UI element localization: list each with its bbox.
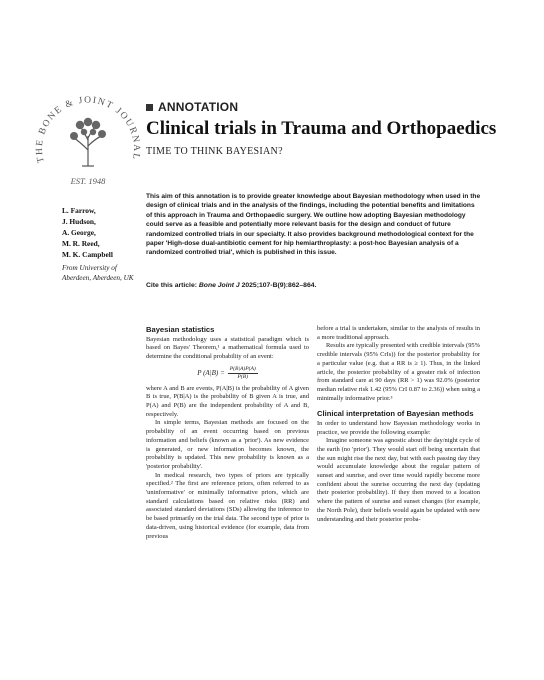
paragraph: Bayesian methodology uses a statistical paradigm which is based on Bayes' Theorem,¹ a mathematical formula used to determine the conditional probability of an event: [146, 335, 309, 360]
seal-ring-text: THE BONE & JOINT JOURNAL [34, 95, 142, 164]
author-name: A. George, [62, 228, 96, 237]
section-label [146, 100, 238, 114]
section-label-text: ANNOTATION [158, 100, 239, 114]
author-name: J. Hudson, [62, 217, 96, 226]
paragraph: Results are typically presented with credible intervals (95% credible intervals (95% CrIs)) for the posterior probability for a particular value (e.g. that a RR is ≥ 1). Thus, in the linked article, the posterior probability of a greater risk of infection from standard care at 90 days (RR > 1) was 92.0% (posterior median relative risk 1.42 (95% CrI 0.87 to 2.36)) when using a minimally informative prior.³ [317, 342, 480, 402]
seal-year: EST. 1948 [70, 176, 106, 186]
paragraph: before a trial is undertaken, similar to the analysis of results in a more traditional approach. [317, 325, 480, 341]
tree-icon [74, 126, 102, 166]
author-name: M. K. Campbell [62, 250, 113, 259]
author-list [62, 205, 142, 260]
paragraph: Imagine someone was agnostic about the day/night cycle of the earth (no 'prior'). They would start off being uncertain that the sun might rise the next day, but with each passing day they would accumulate knowledge about the regular pattern of sunset and sunrise, and over time would rapidly become more confident about the sunrise occurring the next day (updating their posterior probability). If they then moved to a location where the pattern of sunrise and sunset changes (for example, the North Pole), their beliefs would again be updated with new understanding and their posterior proba- [317, 437, 480, 523]
abstract: This aim of this annotation is to provide greater knowledge about Bayesian methodology when used in the design of clinical trials and in the analysis of the findings, including the potential benefits and limitations of this approach in Trauma and Orthopaedic surgery. We outline how adopting Bayesian methodology could serve as a feasible and potentially more relevant basis for the design and conduct of future randomized controlled trials in our specialty. It also provides background methodological context for the paper 'High-dose dual-antibiotic cement for hip hemiarthroplasty: a post-hoc Bayesian analysis of a randomized controlled trial', which is published in this issue. [146, 193, 481, 257]
equation-fraction [228, 366, 258, 381]
equation-lhs: P (A|B) = [197, 368, 225, 377]
author-name: M. R. Reed, [62, 239, 100, 248]
author-affiliation: From University of Aberdeen, Aberdeen, UK [62, 264, 134, 282]
section-heading: Bayesian statistics [146, 325, 215, 334]
paragraph: where A and B are events, P(A|B) is the probability of A given B is true, P(B|A) is the probability of B given A is true, and P(A) and P(B) are the independent probability of A and B, respectively. [146, 384, 309, 418]
body-column-left [146, 325, 309, 541]
equation-denominator: P(B) [237, 373, 249, 380]
article-subtitle: TIME TO THINK BAYESIAN? [146, 146, 283, 157]
author-name: L. Farrow, [62, 206, 96, 215]
body-column-right [317, 325, 480, 524]
section-square-icon [146, 104, 153, 111]
journal-seal-logo [28, 80, 148, 200]
paragraph: In order to understand how Bayesian methodology works in practice, we provide the following example: [317, 419, 480, 436]
cite-label: Cite this article: [146, 282, 197, 289]
citation [146, 282, 482, 289]
bayes-equation [146, 366, 309, 381]
cite-journal: Bone Joint J [198, 282, 240, 289]
paragraph: In medical research, two types of priors are typically specified.² The first are reference priors, often referred to as 'uninformative' or minimally informative priors, which are standard calculations based on relative risks (RR) and associated standard deviations (SDs) allowing the inference to be based primarily on the trial data. The second type of prior is data-driven, using historical evidence (for example, data from previous [146, 471, 309, 540]
section-heading: Clinical interpretation of Bayesian methods [317, 409, 474, 419]
cite-ref: 2025;107-B(9):862–864. [241, 282, 317, 289]
paragraph: In simple terms, Bayesian methods are focused on the probability of an event occurring based on previous information and beliefs (known as a 'prior'). As new evidence is generated, or new information becomes known, the probability is updated. This new probability is known as a 'posterior probability'. [146, 419, 309, 470]
article-title: Clinical trials in Trauma and Orthopaedics [146, 118, 497, 139]
equation-numerator: P(B|A)P(A) [229, 365, 256, 372]
